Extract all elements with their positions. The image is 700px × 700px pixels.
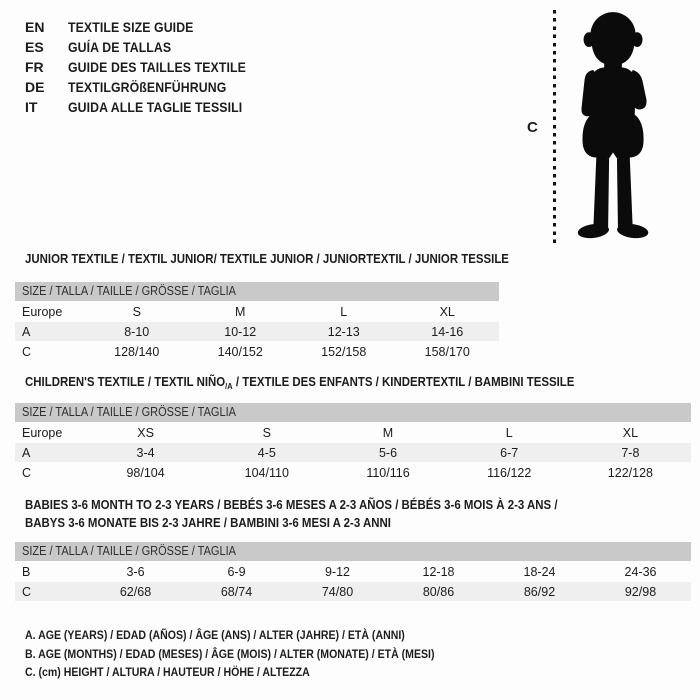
section-title-junior bbox=[25, 251, 575, 266]
language-label: TEXTILE SIZE GUIDE bbox=[68, 19, 194, 35]
row-label: A bbox=[22, 324, 31, 339]
footnote-c bbox=[25, 665, 490, 684]
row-label: B bbox=[22, 564, 31, 579]
table-row bbox=[15, 322, 499, 341]
table-row bbox=[15, 582, 691, 601]
table-cell: 110/116 bbox=[366, 465, 410, 480]
table-cell: 152/158 bbox=[321, 344, 367, 359]
babies-size-table bbox=[15, 542, 691, 602]
language-row-es bbox=[25, 37, 270, 57]
row-label: A bbox=[22, 445, 31, 460]
size-header-bar bbox=[15, 542, 691, 561]
language-row-it bbox=[25, 97, 270, 117]
footnote-text: A. AGE (YEARS) / EDAD (AÑOS) / ÂGE (ANS) / ALTER (JAHRE) / ETÀ (ANNI) bbox=[25, 628, 405, 642]
table-cell: 4-5 bbox=[257, 445, 276, 460]
row-label: C bbox=[22, 465, 32, 480]
table-cell: 62/68 bbox=[119, 584, 152, 599]
table-cell: 14-16 bbox=[431, 324, 464, 339]
table-row bbox=[15, 443, 691, 462]
toddler-silhouette-icon bbox=[561, 8, 669, 246]
row-label: C bbox=[22, 584, 32, 599]
table-cell: 6-9 bbox=[227, 564, 246, 579]
table-cell: M bbox=[235, 304, 246, 319]
section-title-text bbox=[25, 374, 574, 391]
table-cell: 128/140 bbox=[114, 344, 160, 359]
table-cell: XL bbox=[622, 425, 639, 440]
table-cell: XL bbox=[439, 304, 455, 319]
junior-size-table bbox=[15, 282, 499, 362]
language-row-de bbox=[25, 77, 270, 97]
table-cell: 122/128 bbox=[607, 465, 653, 480]
table-cell: M bbox=[382, 425, 394, 440]
children-size-table bbox=[15, 403, 691, 483]
footnote-text: B. AGE (MONTHS) / EDAD (MESES) / ÂGE (MOIS) / ALTER (MONATE) / ETÀ (MESI) bbox=[25, 646, 435, 661]
table-row bbox=[15, 423, 691, 442]
footnotes bbox=[25, 628, 490, 684]
table-cell: 9-12 bbox=[324, 564, 351, 579]
table-row bbox=[15, 463, 691, 482]
table-cell: 8-10 bbox=[124, 324, 150, 339]
size-header-label: SIZE / TALLA / TAILLE / GRÖSSE / TAGLIA bbox=[22, 405, 236, 419]
table-cell: 18-24 bbox=[523, 564, 556, 579]
table-cell: XS bbox=[137, 425, 154, 440]
footnote-text: C. (cm) HEIGHT / ALTURA / HAUTEUR / HÖHE / ALTEZZA bbox=[25, 665, 310, 679]
table-cell: 12-18 bbox=[422, 564, 455, 579]
footnote-a bbox=[25, 628, 490, 647]
language-code: IT bbox=[25, 99, 38, 115]
section-title-text: BABIES 3-6 MONTH TO 2-3 YEARS / BEBÉS 3-6 MESES A 2-3 AÑOS / BÉBÉS 3-6 MOIS À 2-3 ANS / bbox=[25, 497, 558, 512]
table-row bbox=[15, 342, 499, 361]
size-header-label: SIZE / TALLA / TAILLE / GRÖSSE / TAGLIA bbox=[22, 544, 236, 558]
table-cell: 80/86 bbox=[422, 584, 455, 599]
table-cell: 92/98 bbox=[624, 584, 657, 599]
table-cell: 104/110 bbox=[244, 465, 289, 480]
table-cell: 12-13 bbox=[327, 324, 360, 339]
table-row bbox=[15, 302, 499, 321]
language-row-fr bbox=[25, 57, 270, 77]
language-label: GUÍA DE TALLAS bbox=[68, 39, 172, 55]
table-cell: 98/104 bbox=[126, 465, 165, 480]
title-part: / TEXTILE DES ENFANTS / KINDERTEXTIL / BAMBINI TESSILE bbox=[232, 374, 575, 389]
table-cell: 3-6 bbox=[126, 564, 145, 579]
table-cell: 86/92 bbox=[523, 584, 556, 599]
table-cell: L bbox=[505, 425, 513, 440]
section-title-children bbox=[25, 374, 649, 391]
row-label: Europe bbox=[22, 425, 63, 440]
table-cell: 158/170 bbox=[424, 344, 470, 359]
table-cell: S bbox=[262, 425, 271, 440]
size-header-bar bbox=[15, 282, 499, 301]
title-part: CHILDREN'S TEXTILE / TEXTIL NIÑO bbox=[25, 374, 226, 389]
language-label: TEXTILGRÖßENFÜHRUNG bbox=[68, 79, 227, 95]
size-header-label: SIZE / TALLA / TAILLE / GRÖSSE / TAGLIA bbox=[22, 284, 236, 298]
language-label: GUIDE DES TAILLES TEXTILE bbox=[68, 59, 246, 75]
height-measure-label: C bbox=[527, 119, 538, 136]
footnote-b bbox=[25, 647, 490, 666]
language-label: GUIDA ALLE TAGLIE TESSILI bbox=[68, 99, 243, 115]
language-code: EN bbox=[25, 19, 45, 35]
table-cell: 24-36 bbox=[624, 564, 657, 579]
language-code: DE bbox=[25, 79, 45, 95]
language-list bbox=[25, 17, 270, 117]
table-cell: 74/80 bbox=[321, 584, 354, 599]
language-code: ES bbox=[25, 39, 44, 55]
table-cell: S bbox=[132, 304, 141, 319]
section-title-text: BABYS 3-6 MONATE BIS 2-3 JAHRE / BAMBINI 3-6 MESI A 2-3 ANNI bbox=[25, 515, 391, 530]
table-cell: 10-12 bbox=[224, 324, 257, 339]
table-cell: 116/122 bbox=[487, 465, 532, 480]
height-dotted-line bbox=[553, 10, 556, 244]
table-cell: 5-6 bbox=[378, 445, 398, 460]
section-title-babies-line1 bbox=[25, 497, 630, 512]
size-header-bar bbox=[15, 403, 691, 422]
section-title-babies-line2 bbox=[25, 515, 441, 530]
language-row-en bbox=[25, 17, 270, 37]
row-label: Europe bbox=[22, 304, 63, 319]
table-cell: 3-4 bbox=[136, 445, 155, 460]
language-code: FR bbox=[25, 59, 44, 75]
table-cell: 6-7 bbox=[500, 445, 519, 460]
table-cell: L bbox=[340, 304, 348, 319]
table-cell: 68/74 bbox=[220, 584, 253, 599]
row-label: C bbox=[22, 344, 32, 359]
table-row bbox=[15, 562, 691, 581]
table-cell: 140/152 bbox=[217, 344, 263, 359]
title-subscript: /A bbox=[225, 381, 233, 391]
section-title-text: JUNIOR TEXTILE / TEXTIL JUNIOR/ TEXTILE JUNIOR / JUNIORTEXTIL / JUNIOR TESSILE bbox=[25, 251, 509, 266]
table-cell: 7-8 bbox=[621, 445, 640, 460]
